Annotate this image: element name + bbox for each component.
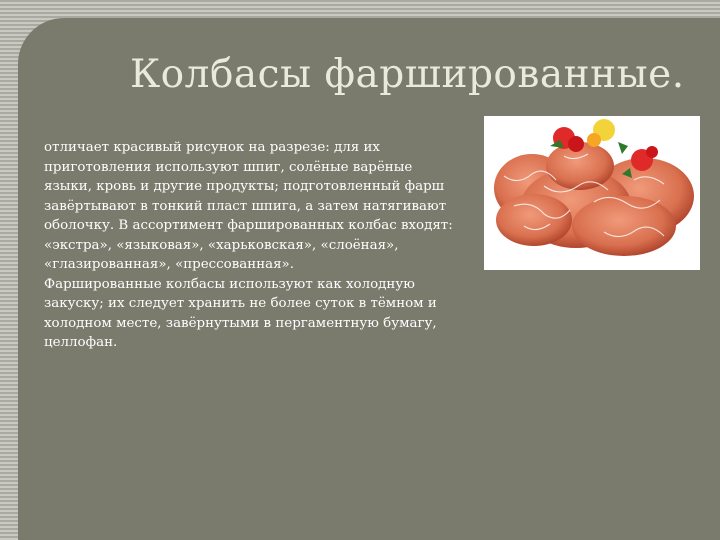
slide-body [44,138,462,353]
slide-title: Колбасы фаршированные. [130,52,685,97]
body-paragraph-usage: Фаршированные колбасы используют как холодную закуску; их следует хранить не более суток в тёмном и холодном месте, завёрнутыми в пергаментную бумагу, целлофан. [44,276,437,350]
sausage-rings [494,142,694,256]
sausages-photo [484,116,700,270]
sausages-with-flowers-icon [484,116,700,270]
body-paragraph-description: отличает красивый рисунок на разрезе: для их приготовления используют шпиг, солёные варёные языки, кровь и другие продукты; подготовленный фарш завёртывают в тонкий пласт шпига, а затем натягивают оболочку. В ассортимент фаршированных колбас входят: «экстра», «языковая», «харьковская», «слоёная», «глазированная», «прессованная». [44,140,453,272]
